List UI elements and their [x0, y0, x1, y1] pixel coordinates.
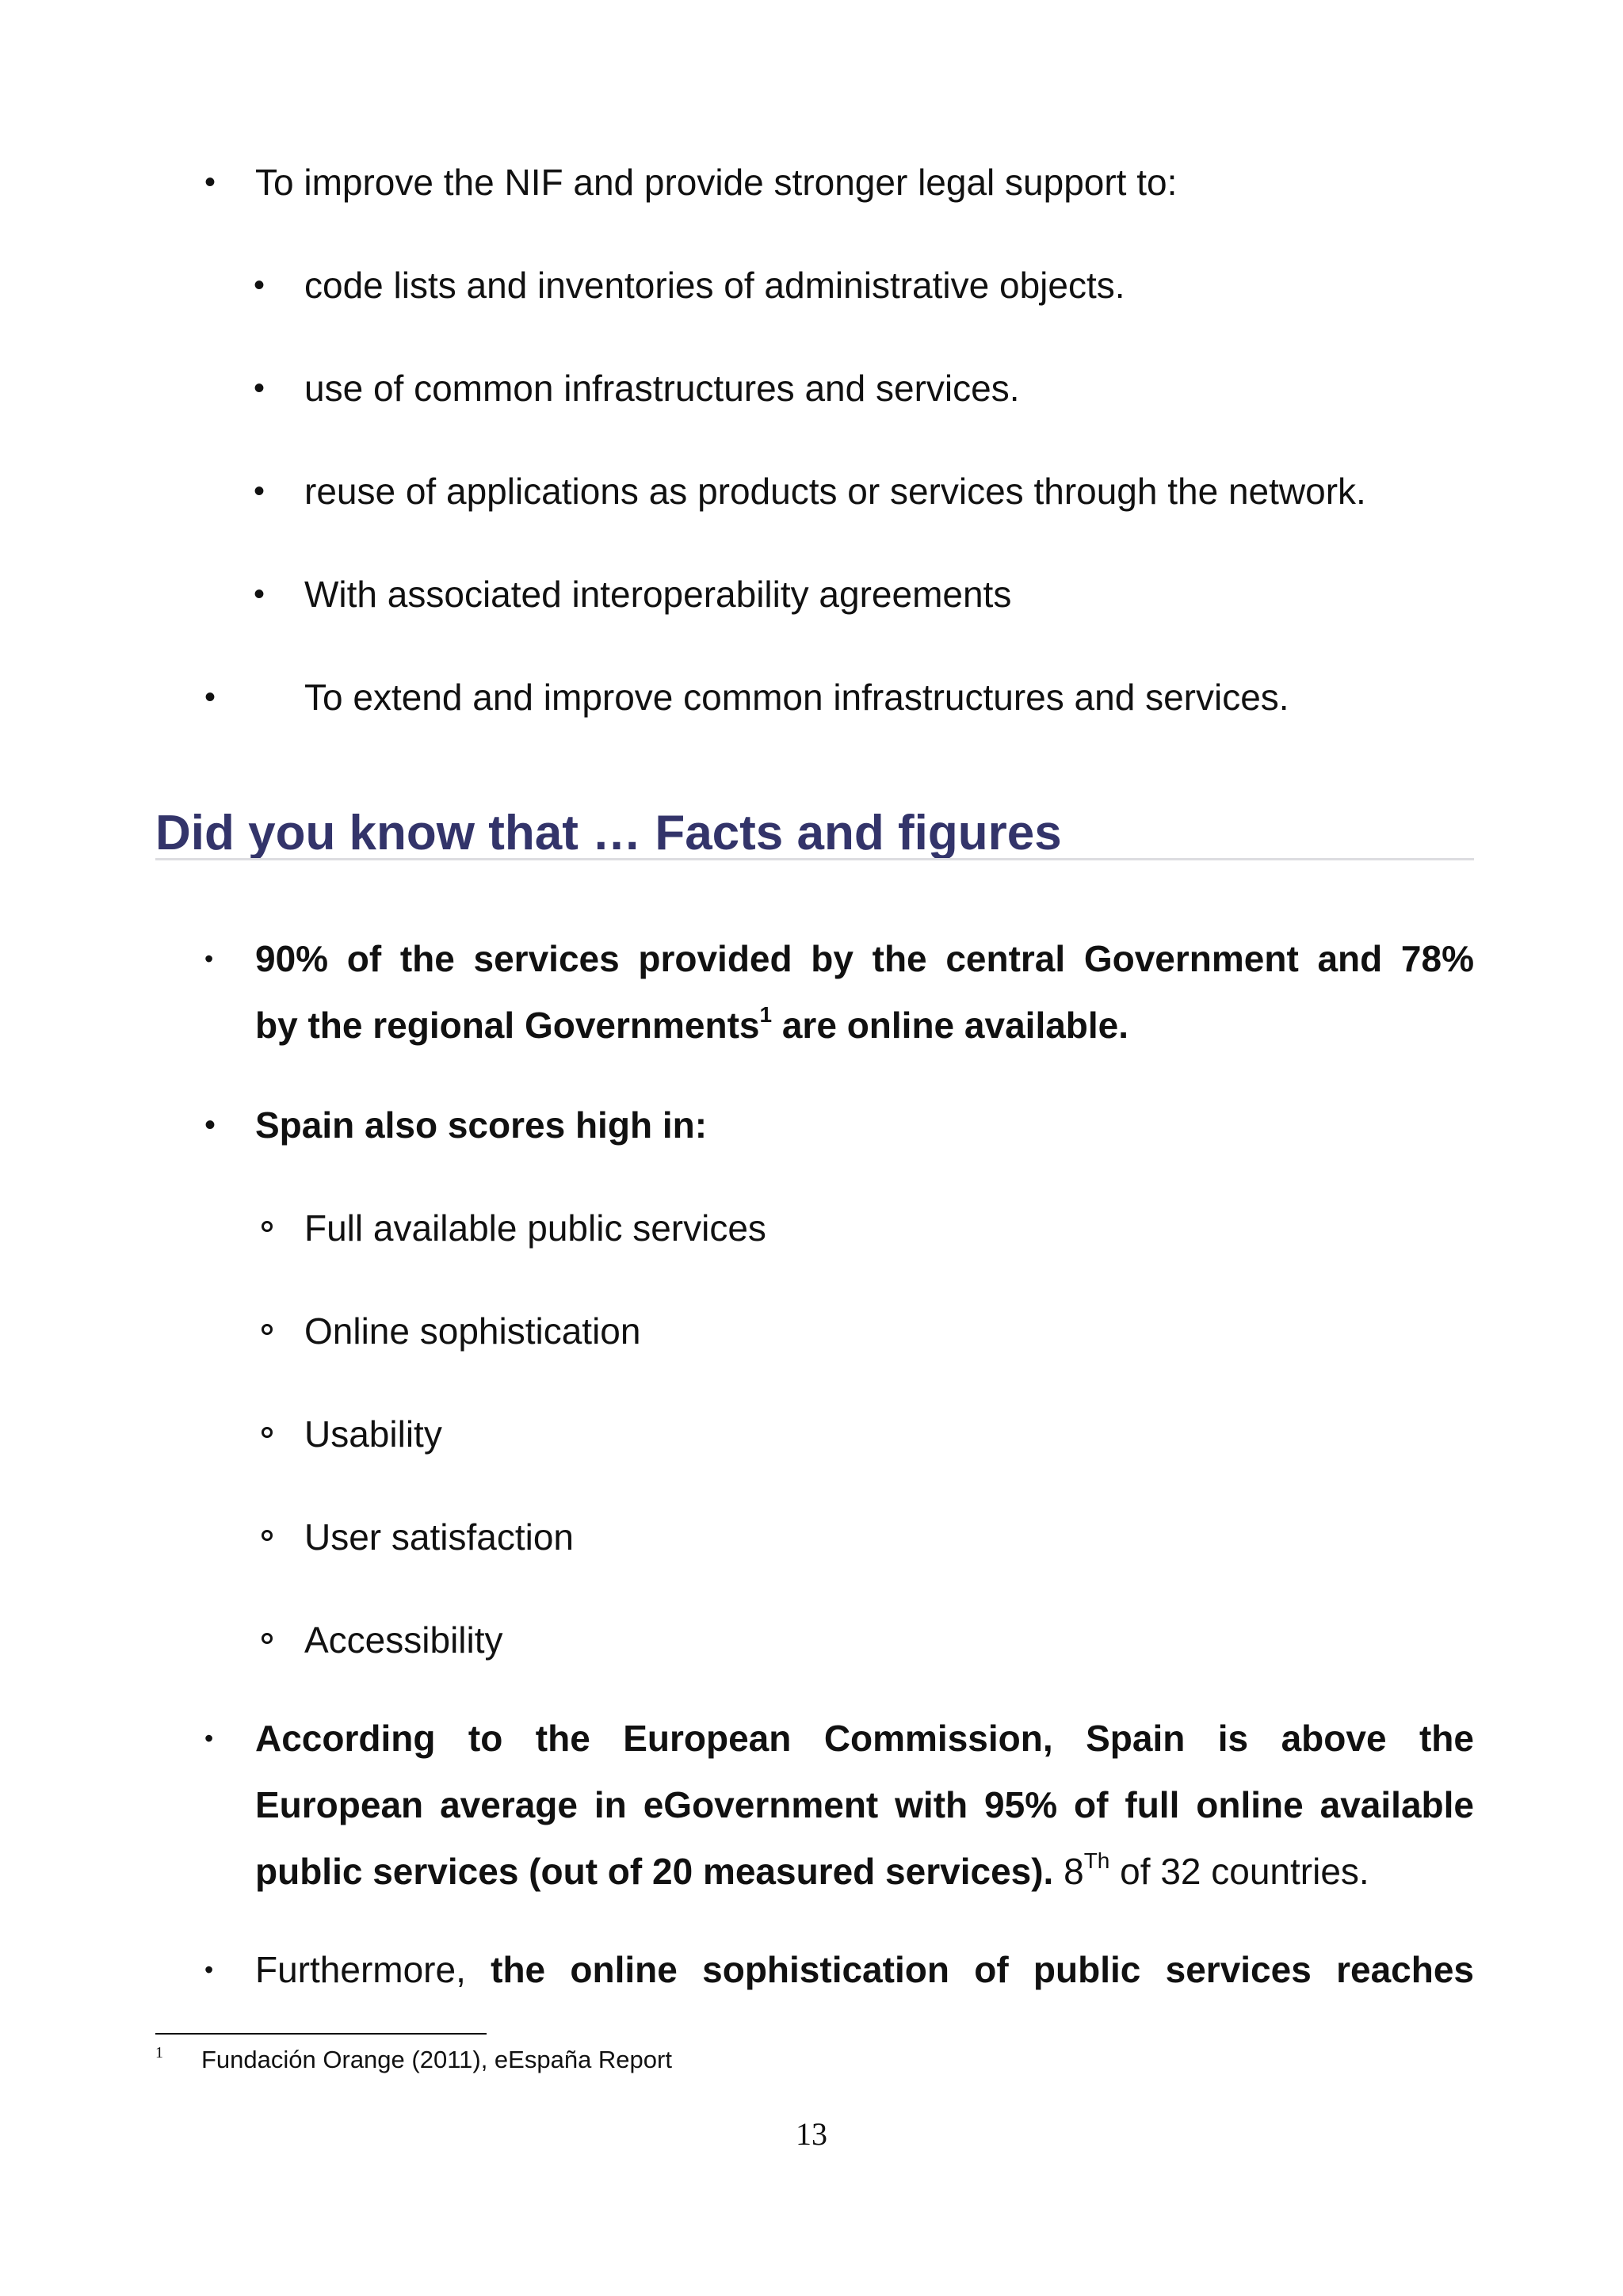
- footnote-reference: 1: [759, 1001, 773, 1027]
- sub-list-item: Online sophistication: [304, 1310, 641, 1352]
- section-heading: Did you know that … Facts and figures: [155, 806, 1062, 860]
- footnote-divider: [155, 2033, 487, 2035]
- bullet-icon: •: [254, 577, 265, 612]
- fact-line: 90% of the services provided by the central Government and 78%: [255, 938, 1474, 979]
- fact-line: Spain also scores high in:: [255, 1104, 708, 1146]
- circle-bullet-icon: [262, 1427, 273, 1438]
- fact-line: According to the European Commission, Spain is above the: [255, 1718, 1474, 1759]
- circle-bullet-icon: [262, 1633, 273, 1644]
- fact-line: [255, 1947, 1474, 1992]
- fact-text: public services (out of 20 measured services).: [255, 1851, 1054, 1892]
- list-item: To extend and improve common infrastructures and services.: [304, 677, 1289, 718]
- sub-list-item: With associated interoperability agreements: [304, 574, 1012, 615]
- heading-divider: [155, 858, 1474, 860]
- sub-list-item: User satisfaction: [304, 1516, 575, 1558]
- bullet-icon: •: [204, 1108, 216, 1142]
- footnote-text: Fundación Orange (2011), eEspaña Report: [201, 2046, 672, 2073]
- sub-list-item: code lists and inventories of administrative objects.: [304, 265, 1125, 306]
- fact-text: of 32 countries.: [1109, 1851, 1369, 1892]
- circle-bullet-icon: [262, 1221, 273, 1232]
- sub-list-item: Full available public services: [304, 1207, 766, 1249]
- list-item: To improve the NIF and provide stronger legal support to:: [255, 162, 1178, 203]
- fact-text: Furthermore,: [255, 1949, 491, 1990]
- circle-bullet-icon: [262, 1530, 273, 1541]
- bullet-icon: •: [254, 371, 265, 406]
- page-number: 13: [796, 2116, 827, 2152]
- footnote-mark: 1: [155, 2044, 163, 2061]
- bullet-icon: •: [204, 944, 214, 973]
- sub-list-item: Accessibility: [304, 1619, 503, 1661]
- rank-number: 8: [1053, 1851, 1084, 1892]
- fact-text: the online sophistication of public services reaches: [491, 1949, 1475, 1990]
- bullet-icon: •: [204, 165, 216, 200]
- sub-list-item: use of common infrastructures and services.: [304, 368, 1020, 409]
- fact-line: [255, 1849, 1369, 1894]
- fact-line: European average in eGovernment with 95% of full online available: [255, 1784, 1474, 1825]
- circle-bullet-icon: [262, 1324, 273, 1335]
- bullet-icon: •: [204, 1955, 214, 1984]
- sub-list-item: Usability: [304, 1413, 442, 1455]
- bullet-icon: •: [254, 268, 265, 303]
- bullet-icon: •: [204, 1724, 214, 1753]
- ordinal-suffix: Th: [1083, 1848, 1110, 1873]
- bullet-icon: •: [254, 474, 265, 509]
- fact-line: [255, 1003, 1128, 1047]
- sub-list-item: reuse of applications as products or services through the network.: [304, 471, 1366, 512]
- fact-text: are online available.: [772, 1005, 1129, 1046]
- fact-text: by the regional Governments: [255, 1005, 760, 1046]
- bullet-icon: •: [204, 680, 216, 715]
